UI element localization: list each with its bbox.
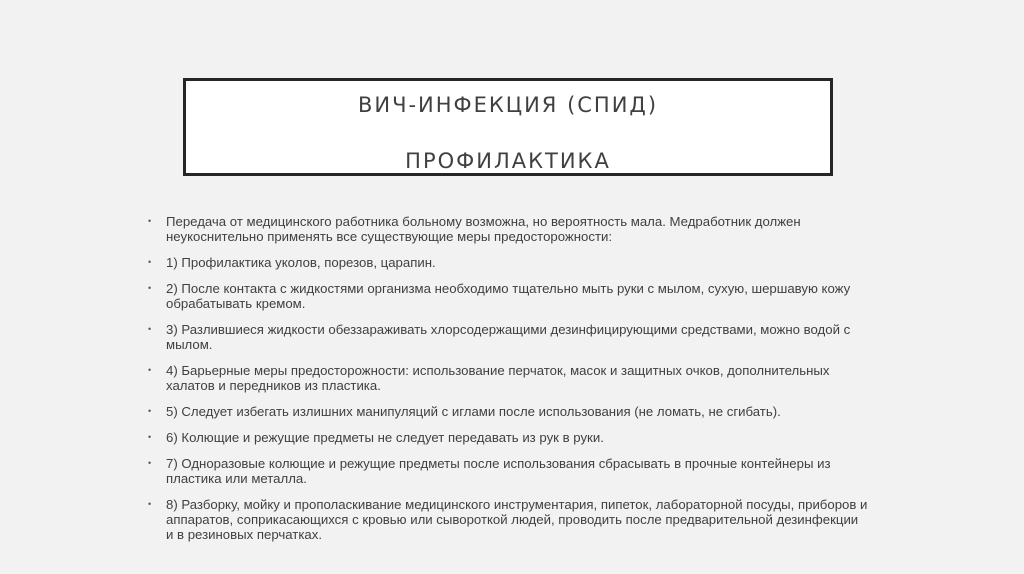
bullet-icon: •: [148, 257, 152, 267]
bullet-text: 8) Разборку, мойку и прополаскивание медицинского инструментария, пипеток, лабораторной посуды, приборов и аппаратов, соприкасающихся с кровью или сывороткой людей, проводить после предварительной дезинфекции и в резиновых перчатках.: [166, 497, 868, 542]
list-item: [148, 363, 868, 393]
list-item: [148, 430, 868, 445]
list-item: [148, 322, 868, 352]
bullet-icon: •: [148, 458, 152, 468]
list-item: [148, 404, 868, 419]
slide-subtitle: ПРОФИЛАКТИКА: [405, 149, 611, 173]
bullet-icon: •: [148, 406, 152, 416]
bullet-text: Передача от медицинского работника больному возможна, но вероятность мала. Медработник должен неукоснительно применять все существующие меры предосторожности:: [166, 214, 801, 244]
list-item: [148, 255, 868, 270]
bullet-icon: •: [148, 216, 152, 226]
bullet-text: 2) После контакта с жидкостями организма необходимо тщательно мыть руки с мылом, сухую, шершавую кожу обрабатывать кремом.: [166, 281, 851, 311]
bullet-text: 4) Барьерные меры предосторожности: использование перчаток, масок и защитных очков, дополнительных халатов и передников из пластика.: [166, 363, 830, 393]
list-item: [148, 281, 868, 311]
bullet-text: 5) Следует избегать излишних манипуляций с иглами после использования (не ломать, не сгибать).: [166, 404, 781, 419]
bullet-icon: •: [148, 283, 152, 293]
slide-title: ВИЧ-ИНФЕКЦИЯ (СПИД): [357, 93, 659, 117]
bullet-icon: •: [148, 324, 152, 334]
bullet-text: 3) Разлившиеся жидкости обеззараживать хлорсодержащими дезинфицирующими средствами, можно водой с мылом.: [166, 322, 851, 352]
list-item: [148, 214, 868, 244]
list-item: [148, 497, 868, 542]
bullet-icon: •: [148, 432, 152, 442]
bullet-icon: •: [148, 499, 152, 509]
bullet-text: 1) Профилактика уколов, порезов, царапин.: [166, 255, 436, 270]
bullet-text: 6) Колющие и режущие предметы не следует передавать из рук в руки.: [166, 430, 604, 445]
bullet-icon: •: [148, 365, 152, 375]
title-box: [183, 78, 833, 176]
bullet-list: [148, 214, 868, 553]
bullet-text: 7) Одноразовые колющие и режущие предметы после использования сбрасывать в прочные контейнеры из пластика или металла.: [166, 456, 831, 486]
list-item: [148, 456, 868, 486]
